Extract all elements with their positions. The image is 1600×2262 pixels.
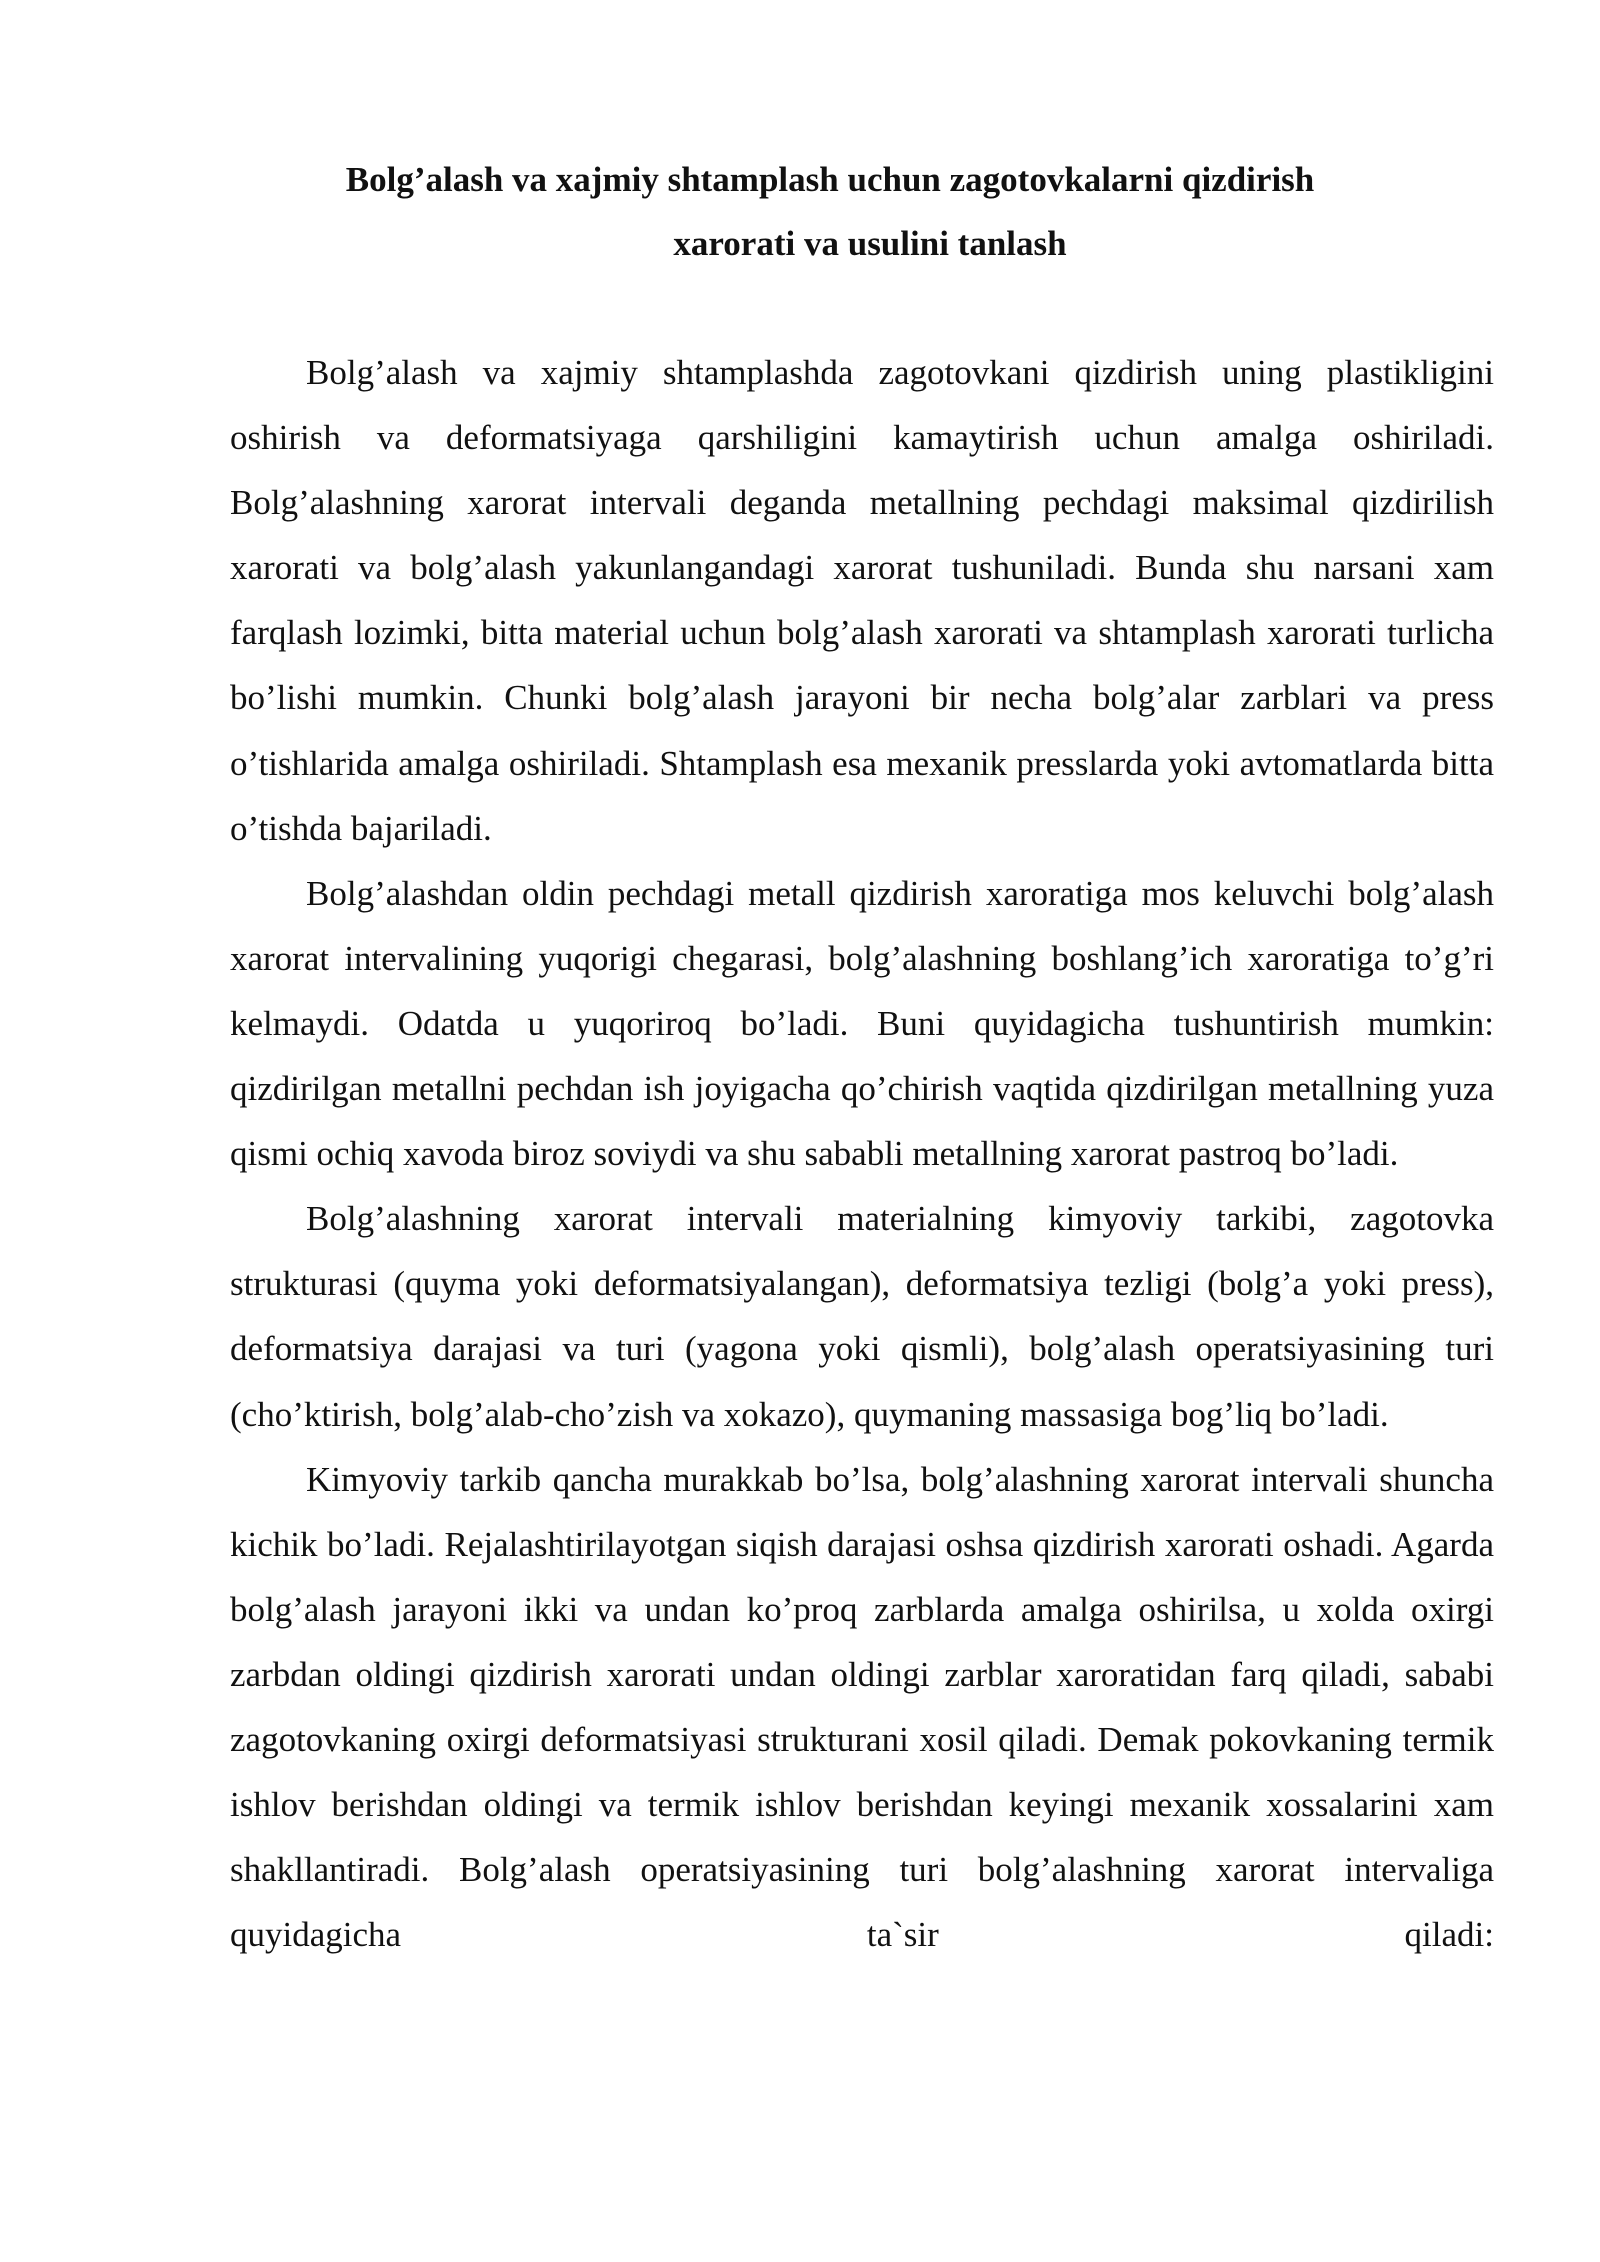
paragraph-3: Bolg’alashning xarorat intervali materialning kimyoviy tarkibi, zagotovka strukturasi (quyma yoki deformatsiyalangan), deformatsiya tezligi (bolg’a yoki press), deformatsiya darajasi va turi (yagona yoki qismli), bolg’alash operatsiyasining turi (cho’ktirish, bolg’alab-cho’zish va xokazo), quymaning massasiga bog’liq bo’ladi. [230,1199,1494,1434]
document-body [230,340,1494,1967]
paragraph-2: Bolg’alashdan oldin pechdagi metall qizdirish xaroratiga mos keluvchi bolg’alash xarorat intervalining yuqorigi chegarasi, bolg’alashning boshlang’ich xaroratiga to’g’ri kelmaydi. Odatda u yuqoriroq bo’ladi. Buni quyidagicha tushuntirish mumkin: qizdirilgan metallni pechdan ish joyigacha qo’chirish vaqtida qizdirilgan metallning yuza qismi ochiq xavoda biroz soviydi va shu sababli metallning xarorat pastroq bo’ladi. [230,873,1494,1174]
paragraph-4: Kimyoviy tarkib qancha murakkab bo’lsa, bolg’alashning xarorat intervali shuncha kichik bo’ladi. Rejalashtirilayotgan siqish darajasi oshsa qizdirish xarorati oshadi. Agarda bolg’alash jarayoni ikki va undan ko’proq zarblarda amalga oshirilsa, u xolda oxirgi zarbdan oldingi qizdirish xarorati undan oldingi zarblar xaroratidan farq qiladi, sababi zagotovkaning oxirgi deformatsiyasi strukturani xosil qiladi. Demak pokovkaning termik ishlov berishdan oldingi va termik ishlov berishdan keyingi mexanik xossalarini xam shakllantiradi. Bolg’alash operatsiyasining turi bolg’alashning xarorat intervaliga quyidagicha ta`sir qiladi: [230,1459,1494,1955]
paragraph-1: Bolg’alash va xajmiy shtamplashda zagotovkani qizdirish uning plastikligini oshirish va deformatsiyaga qarshiligini kamaytirish uchun amalga oshiriladi. Bolg’alashning xarorat intervali deganda metallning pechdagi maksimal qizdirilish xarorati va bolg’alash yakunlangandagi xarorat tushuniladi. Bunda shu narsani xam farqlash lozimki, bitta material uchun bolg’alash xarorati va shtamplash xarorati turlicha bo’lishi mumkin. Chunki bolg’alash jarayoni bir necha bolg’alar zarblari va press o’tishlarida amalga oshiriladi. Shtamplash esa mexanik presslarda yoki avtomatlarda bitta o’tishda bajariladi. [230,353,1494,848]
title-line-1: Bolg’alash va xajmiy shtamplash uchun zagotovkalarni qizdirish [345,160,1315,199]
page-title [230,148,1430,276]
title-line-2: xarorati va usulini tanlash [673,224,1067,263]
